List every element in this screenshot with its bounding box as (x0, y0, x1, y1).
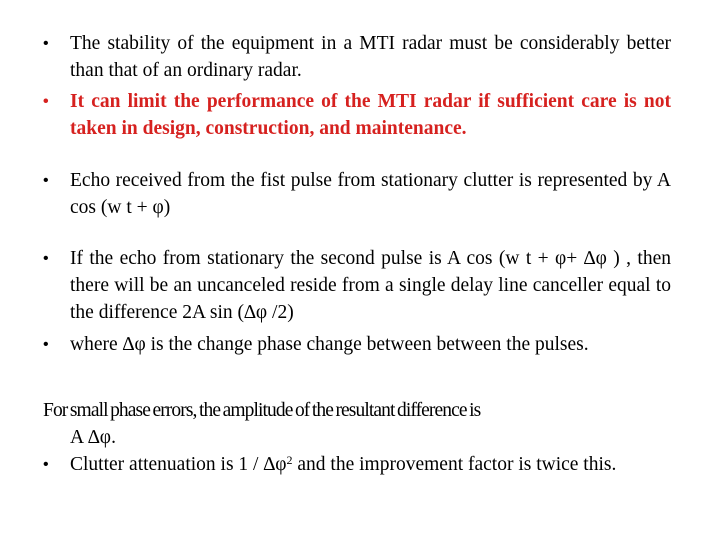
bullet-dot: • (43, 336, 49, 353)
bullet-text-performance-warning: It can limit the performance of the MTI radar if sufficient care is not taken in design, construction, and maintenance. (70, 91, 671, 139)
bullet-text-echo-second-pulse: If the echo from stationary the second pulse is A cos (w t + φ+ ∆φ ) , then there will be an uncanceled reside from a single delay line canceller equal to the difference 2A sin (∆φ /2) (70, 248, 671, 323)
bullet-text-stability: The stability of the equipment in a MTI radar must be considerably better than that of an ordinary radar. (70, 33, 671, 81)
bullet-phase-change (43, 331, 671, 358)
bullet-echo-second-pulse (43, 245, 671, 326)
bullet-performance-warning (43, 88, 671, 142)
bullet-echo-first-pulse (43, 167, 671, 221)
small-phase-line-1: For small phase errors, the amplitude of the resultant difference is (43, 400, 481, 421)
bullet-dot: • (43, 35, 49, 52)
bullet-dot: • (43, 172, 49, 189)
small-phase-paragraph (43, 397, 671, 451)
clutter-text-before: Clutter attenuation is 1 / ∆φ (70, 454, 287, 475)
clutter-text-after: and the improvement factor is twice this. (292, 454, 617, 475)
clutter-superscript: 2 (286, 453, 293, 467)
bullet-dot: • (43, 93, 49, 110)
small-phase-line-2: A ∆φ. (70, 427, 116, 448)
bullet-text-echo-first-pulse: Echo received from the fist pulse from stationary clutter is represented by A cos (w t + φ) (70, 170, 671, 218)
bullet-dot: • (43, 456, 49, 473)
bullet-clutter-attenuation (43, 451, 671, 478)
bullet-dot: • (43, 250, 49, 267)
bullet-stability (43, 30, 671, 84)
bullet-text-phase-change: where ∆φ is the change phase change between between the pulses. (70, 334, 589, 355)
